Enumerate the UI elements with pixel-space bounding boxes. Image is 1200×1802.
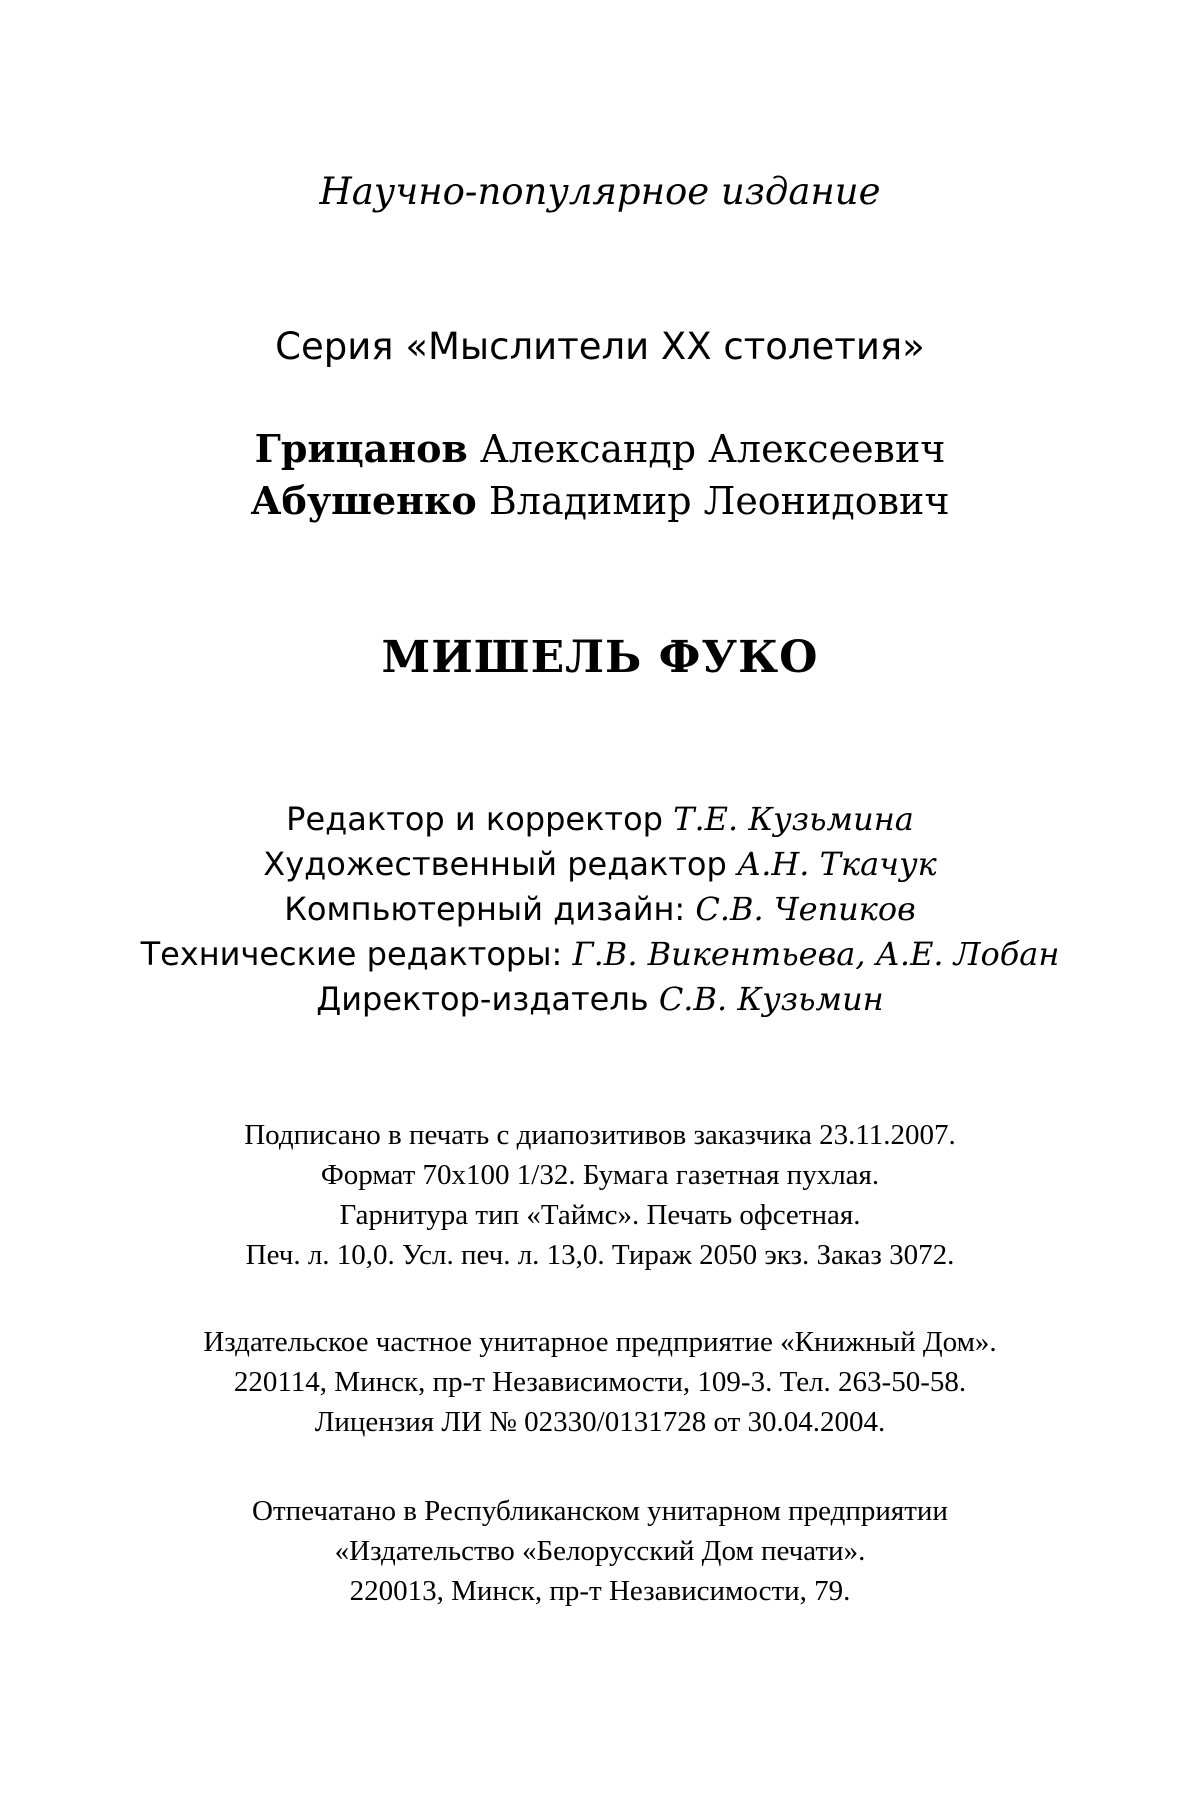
- author-given-name: Александр Алексеевич: [479, 427, 946, 471]
- credit-line: [0, 980, 1200, 1018]
- credit-role: Редактор и корректор: [286, 800, 663, 838]
- print-info-line: Формат 70x100 1/32. Бумага газетная пухлая.: [320, 1159, 880, 1191]
- credit-name: С.В. Кузьмин: [658, 980, 884, 1018]
- credit-name: С.В. Чепиков: [695, 890, 916, 928]
- author-given-name: Владимир Леонидович: [488, 479, 950, 523]
- credit-line: [0, 800, 1200, 838]
- author-surname: Абушенко: [250, 478, 477, 523]
- author-line: [0, 426, 1200, 471]
- printer-line: «Издательство «Белорусский Дом печати».: [334, 1535, 866, 1567]
- print-info-line: Печ. л. 10,0. Усл. печ. л. 13,0. Тираж 2050 экз. Заказ 3072.: [245, 1239, 955, 1271]
- printer-line: 220013, Минск, пр-т Независимости, 79.: [349, 1575, 851, 1607]
- publisher-line: Лицензия ЛИ № 02330/0131728 от 30.04.2004.: [314, 1406, 886, 1438]
- publisher-line: 220114, Минск, пр-т Независимости, 109-3. Тел. 263-50-58.: [233, 1366, 967, 1398]
- credit-role: Компьютерный дизайн:: [284, 890, 686, 928]
- series-name: Серия «Мыслители XX столетия»: [275, 325, 925, 368]
- credit-name: А.Н. Ткачук: [736, 845, 937, 883]
- credit-name: Г.В. Викентьева, А.Е. Лобан: [572, 935, 1060, 973]
- author-line: [0, 478, 1200, 523]
- print-info-line: Гарнитура тип «Таймс». Печать офсетная.: [339, 1199, 861, 1231]
- printer-line: Отпечатано в Республиканском унитарном предприятии: [252, 1495, 948, 1527]
- print-info-line: Подписано в печать с диапозитивов заказчика 23.11.2007.: [244, 1119, 956, 1151]
- credit-line: [0, 935, 1200, 973]
- book-title: МИШЕЛЬ ФУКО: [381, 632, 819, 683]
- edition-type: Научно-популярное издание: [319, 170, 881, 213]
- credit-role: Технические редакторы:: [140, 935, 563, 973]
- credit-line: [0, 890, 1200, 928]
- publisher-line: Издательское частное унитарное предприятие «Книжный Дом».: [203, 1326, 997, 1358]
- credit-line: [0, 845, 1200, 883]
- credit-role: Директор-издатель: [316, 980, 649, 1018]
- credit-name: Т.Е. Кузьмина: [673, 800, 914, 838]
- credit-role: Художественный редактор: [263, 845, 727, 883]
- author-surname: Грицанов: [254, 426, 468, 471]
